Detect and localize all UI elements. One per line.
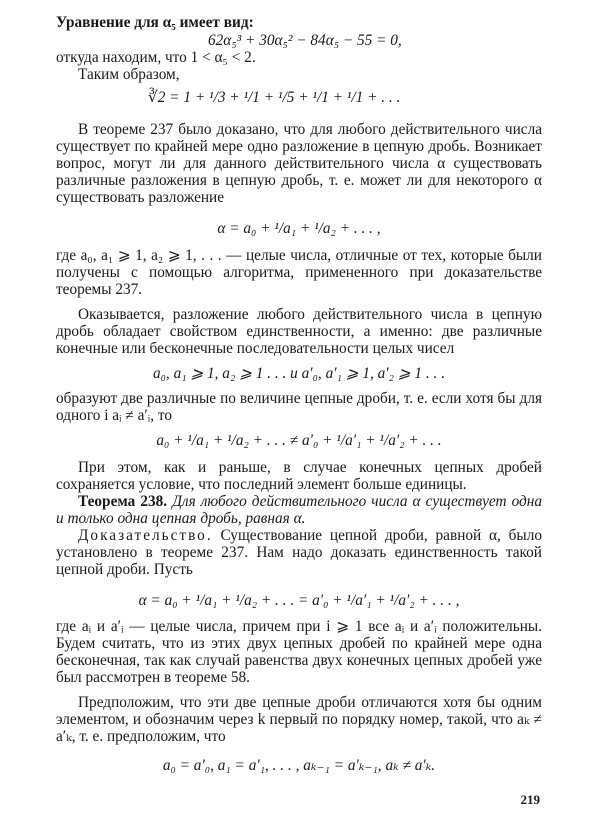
equation-alpha5: 62α₅³ + 30α₅² − 84α₅ − 55 = 0, <box>208 32 402 49</box>
theorem-238 <box>56 493 542 527</box>
theorem-statement: Для любого действительного числа α существует одна и только одна цепная дробь, равная α. <box>56 493 542 527</box>
sequences-formula: a₀, a₁ ⩾ 1, a₂ ⩾ 1 . . . и a′₀, a′₁ ⩾ 1, a′₂ ⩾ 1 . . . <box>152 365 446 382</box>
paragraph-condition: При этом, как и раньше, в случае конечных цепных дробей сохраняется условие, что последний элемент больше единицы. <box>56 459 542 493</box>
inequality-line: откуда находим, что 1 < α₅ < 2. <box>56 49 256 66</box>
paragraph-integers: где a₀, a₁ ⩾ 1, a₂ ⩾ 1, . . . — целые числа, отличные от тех, которые были получены с помощью алгоритма, примененного при доказательстве теоремы 237. <box>56 247 542 298</box>
inequality-formula: a₀ + ¹/a₁ + ¹/a₂ + . . . ≠ a′₀ + ¹/a′₁ + ¹/a′₂ + . . . <box>156 432 442 449</box>
first-difference-formula: a₀ = a′₀, a₁ = a′₁, . . . , aₖ₋₁ = a′ₖ₋₁, aₖ ≠ a′ₖ. <box>162 757 436 774</box>
proof-heading: Доказательство. <box>78 527 213 544</box>
intro-line: Уравнение для α₅ имеет вид: <box>56 14 254 31</box>
paragraph-different: образуют две различные по величине цепные дроби, т. е. если хотя бы для одного i aᵢ ≠ a′ᵢ, то <box>56 390 542 424</box>
proof-text: Существование цепной дроби, равной α, было установлено в теореме 237. Нам надо доказать единственность такой цепной дроби. Пусть <box>56 527 542 578</box>
double-expansion-formula: α = a₀ + ¹/a₁ + ¹/a₂ + . . . = a′₀ + ¹/a′₁ + ¹/a′₂ + . . . , <box>138 592 460 609</box>
paragraph-uniqueness: Оказывается, разложение любого действительного числа в цепную дробь обладает свойством единственности, а именно: две различные конечные или бесконечные последовательности целых чисел <box>56 306 542 357</box>
paragraph-suppose: Предположим, что эти две цепные дроби отличаются хотя бы одним элементом, и обозначим через k первый по порядку номер, такой, что aₖ ≠ a′ₖ, т. е. предположим, что <box>56 694 542 745</box>
cube-root-expansion: ∛2 = 1 + ¹/3 + ¹/1 + ¹/5 + ¹/1 + ¹/1 + . . . <box>148 89 401 106</box>
page-number: 219 <box>520 792 540 807</box>
alpha-expansion-formula: α = a₀ + ¹/a₁ + ¹/a₂ + . . . , <box>217 220 381 237</box>
paragraph-integers-positive: где aᵢ и a′ᵢ — целые числа, причем при i ⩾ 1 все aᵢ и a′ᵢ положительны. Будем считать, что из этих двух цепных дробей по крайней мере одна бесконечная, так как случай равенства двух конечных цепных дробей уже был рассмотрен в теореме 58. <box>56 618 542 686</box>
thus-line: Таким образом, <box>78 66 180 83</box>
proof-paragraph <box>56 527 542 578</box>
paragraph-question: В теореме 237 было доказано, что для любого действительного числа существует по крайней мере одно разложение в цепную дробь. Возникает вопрос, могут ли для данного действительного числа α существовать различные разложения в цепную дробь, т. е. может ли для некоторого α существовать разложение <box>56 121 542 206</box>
theorem-heading: Теорема 238. <box>78 493 168 510</box>
